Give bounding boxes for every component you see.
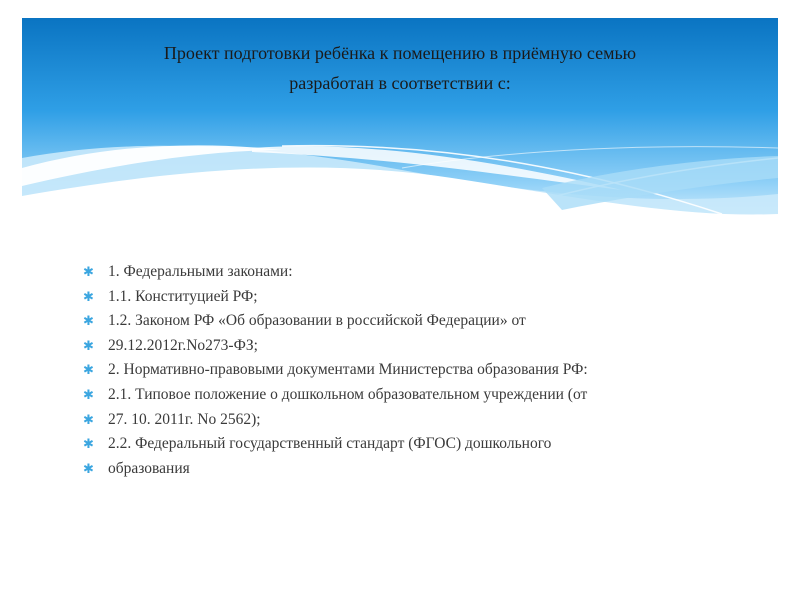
- title-line-2: разработан в соответствии с:: [289, 73, 511, 93]
- bullet-list: [80, 260, 760, 481]
- asterisk-bullet-icon: ✱: [83, 264, 94, 279]
- list-item: [80, 334, 760, 359]
- asterisk-bullet-icon: ✱: [83, 436, 94, 452]
- asterisk-bullet-icon: ✱: [83, 460, 94, 476]
- list-item-text: образования: [108, 459, 190, 477]
- list-item-text: 2.2. Федеральный государственный стандарт (ФГОС) дошкольного: [108, 435, 552, 453]
- asterisk-bullet-icon: ✱: [83, 337, 94, 353]
- list-item-text: 2. Нормативно-правовыми документами Министерства образования РФ:: [108, 361, 588, 379]
- list-item: [80, 408, 760, 433]
- list-item-text: 27. 10. 2011г. No 2562);: [108, 410, 261, 428]
- list-item: [80, 432, 760, 457]
- list-item-text: 29.12.2012г.No273-ФЗ;: [108, 336, 258, 354]
- asterisk-bullet-icon: ✱: [83, 411, 94, 427]
- list-item: [80, 285, 760, 310]
- asterisk-bullet-icon: ✱: [83, 386, 94, 402]
- title-line-1: Проект подготовки ребёнка к помещению в приёмную семью: [163, 43, 637, 63]
- list-item: [80, 383, 760, 408]
- list-item-text: 1. Федеральными законами:: [108, 263, 293, 280]
- asterisk-bullet-icon: ✱: [83, 288, 94, 304]
- asterisk-bullet-icon: ✱: [83, 362, 94, 378]
- list-item: [80, 309, 760, 334]
- list-item-text: 1.2. Законом РФ «Об образовании в российской Федерации» от: [108, 312, 526, 330]
- list-item: [80, 457, 760, 482]
- list-item: [80, 260, 760, 285]
- list-item-text: 2.1. Типовое положение о дошкольном образовательном учреждении (от: [108, 385, 588, 403]
- list-item-text: 1.1. Конституцией РФ;: [108, 287, 258, 305]
- asterisk-bullet-icon: ✱: [83, 313, 94, 329]
- slide-title: [22, 38, 778, 98]
- list-item: [80, 358, 760, 383]
